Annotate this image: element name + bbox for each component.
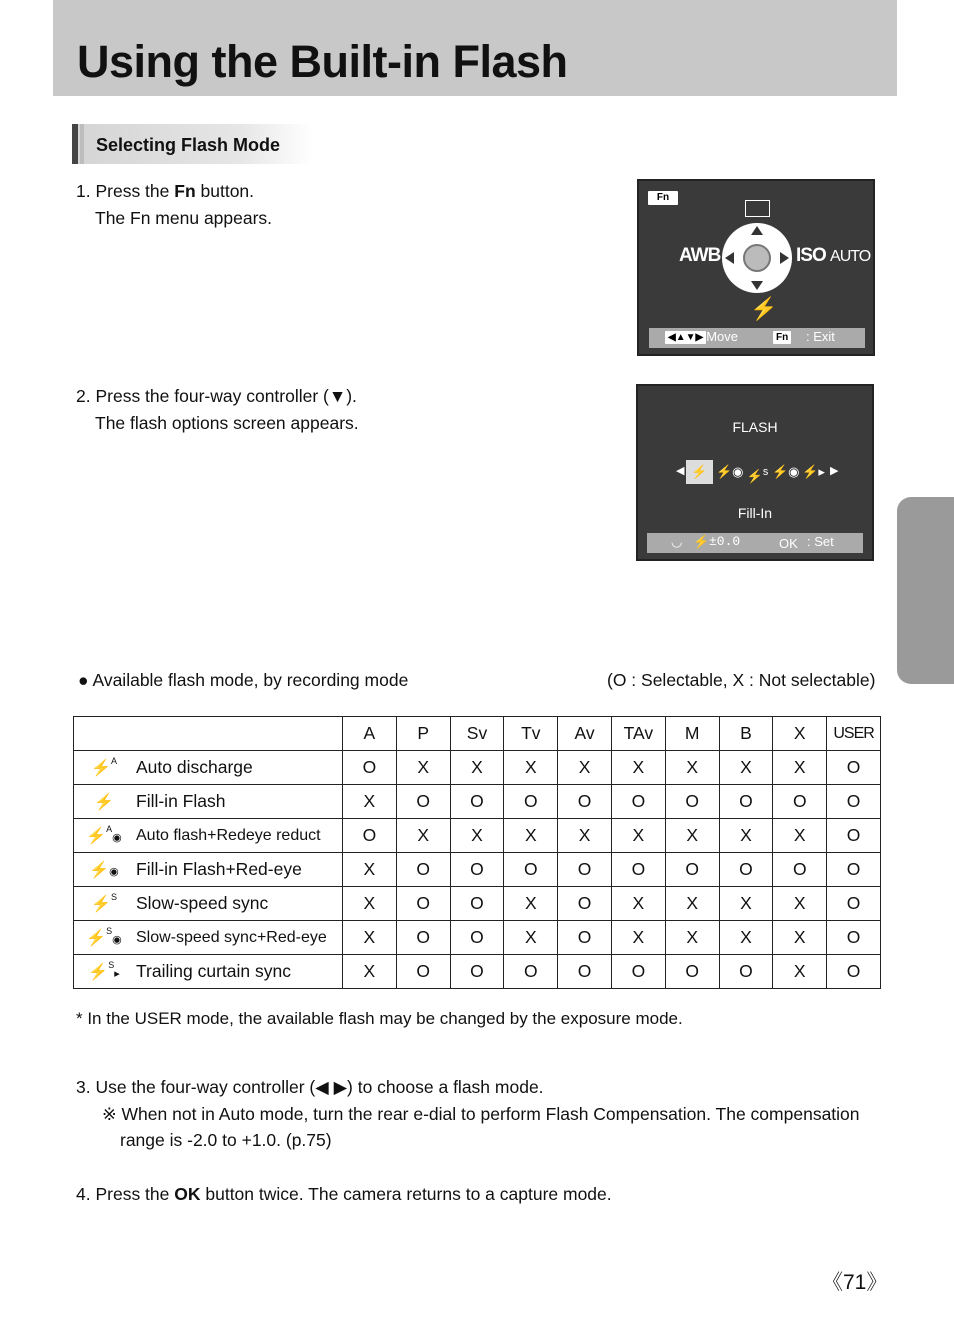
table-row: [74, 921, 881, 955]
mode-availability-cell: O: [665, 955, 719, 989]
mode-name: Slow-speed sync: [134, 887, 343, 921]
step-2: 2. Press the four-way controller (▼).: [76, 386, 357, 406]
mode-availability-cell: O: [504, 955, 558, 989]
drive-mode-icon: [745, 200, 770, 217]
left-arrow-icon: ◀: [676, 465, 685, 477]
flash-slow-icon: ⚡$^s$: [746, 466, 769, 484]
mode-availability-cell: X: [611, 819, 665, 853]
mode-availability-cell: O: [827, 819, 881, 853]
step-1: 1. Press the Fn button.: [76, 181, 255, 201]
table-legend: (O : Selectable, X : Not selectable): [607, 670, 876, 690]
mode-availability-cell: O: [558, 853, 612, 887]
mode-availability-cell: O: [827, 785, 881, 819]
mode-availability-cell: X: [558, 751, 612, 785]
mode-availability-cell: O: [611, 955, 665, 989]
mode-availability-cell: X: [719, 751, 773, 785]
step-4: 4. Press the OK button twice. The camera returns to a capture mode.: [76, 1184, 612, 1204]
footnote: * In the USER mode, the available flash may be changed by the exposure mode.: [76, 1009, 683, 1028]
mode-availability-cell: O: [827, 921, 881, 955]
mode-availability-cell: O: [827, 887, 881, 921]
right-arrow-icon: ▶: [830, 465, 839, 477]
step-1-result: The Fn menu appears.: [95, 208, 273, 228]
step-3-note-range: range is -2.0 to +1.0. (p.75): [120, 1130, 332, 1150]
awb-label: AWB: [679, 245, 721, 266]
mode-availability-cell: O: [719, 955, 773, 989]
mode-name: Slow-speed sync+Red-eye: [134, 921, 343, 955]
flash-heading: FLASH: [732, 419, 778, 435]
mode-availability-cell: X: [665, 819, 719, 853]
four-way-controller-icon: [722, 223, 792, 293]
mode-availability-cell: O: [773, 785, 827, 819]
fn-badge: Fn: [648, 191, 678, 205]
flash-comp-value: ±0.0: [709, 534, 741, 549]
flash-options-screen: [636, 384, 874, 561]
mode-availability-cell: X: [450, 819, 504, 853]
mode-availability-cell: X: [665, 887, 719, 921]
title-bar: [53, 0, 897, 96]
mode-availability-cell: X: [773, 819, 827, 853]
mode-availability-cell: O: [558, 921, 612, 955]
mode-availability-cell: X: [343, 785, 397, 819]
mode-availability-cell: O: [504, 853, 558, 887]
mode-name: Fill-in Flash+Red-eye: [134, 853, 343, 887]
mode-name: Auto discharge: [134, 751, 343, 785]
mode-availability-cell: O: [611, 785, 665, 819]
table-row: [74, 785, 881, 819]
mode-availability-cell: O: [450, 853, 504, 887]
mode-availability-cell: X: [504, 887, 558, 921]
fn-menu-screen: [637, 179, 875, 356]
mode-availability-cell: X: [611, 751, 665, 785]
flash-mode-table: [73, 716, 881, 989]
table-row: [74, 853, 881, 887]
mode-availability-cell: O: [450, 887, 504, 921]
mode-availability-cell: X: [396, 819, 450, 853]
mode-availability-cell: X: [343, 853, 397, 887]
table-row: [74, 819, 881, 853]
flash-slow-icon: ⚡$^S$: [74, 887, 135, 921]
mode-availability-cell: X: [611, 921, 665, 955]
mode-availability-cell: O: [450, 785, 504, 819]
table-row: [74, 751, 881, 785]
flash-trailing-icon: ⚡▸: [802, 464, 825, 479]
mode-availability-cell: O: [396, 785, 450, 819]
step-3-note: ※ When not in Auto mode, turn the rear e-dial to perform Flash Compensation. The compensation: [102, 1104, 860, 1124]
dial-icon: ◡: [671, 534, 683, 549]
controller-key-icon: ◀▲▼▶: [665, 331, 706, 344]
section-header: [72, 124, 312, 164]
mode-availability-cell: X: [773, 751, 827, 785]
mode-availability-cell: O: [827, 853, 881, 887]
mode-availability-cell: X: [343, 955, 397, 989]
table-header-row: A P Sv Tv Av TAv M B X USER: [74, 717, 881, 751]
mode-availability-cell: X: [719, 819, 773, 853]
mode-availability-cell: O: [558, 955, 612, 989]
flash-slow-redeye-icon: ⚡$^S$◉: [74, 921, 135, 955]
page-number: 《71》: [822, 1271, 888, 1294]
fn-key-badge: Fn: [773, 331, 791, 344]
mode-availability-cell: X: [773, 955, 827, 989]
mode-availability-cell: O: [343, 819, 397, 853]
flash-mode-name: Fill-In: [737, 505, 773, 521]
mode-availability-cell: O: [827, 955, 881, 989]
mode-availability-cell: O: [343, 751, 397, 785]
flash-fill-redeye-icon: ⚡◉: [716, 464, 744, 479]
mode-availability-cell: X: [450, 751, 504, 785]
mode-availability-cell: O: [665, 853, 719, 887]
mode-availability-cell: O: [773, 853, 827, 887]
mode-availability-cell: X: [504, 819, 558, 853]
flash-auto-redeye-icon: ⚡$^A$◉: [74, 819, 135, 853]
flash-fill-icon: ⚡: [686, 460, 713, 484]
mode-availability-cell: X: [343, 921, 397, 955]
mode-availability-cell: X: [396, 751, 450, 785]
chapter-tab: [897, 497, 954, 684]
mode-availability-cell: X: [343, 887, 397, 921]
mode-availability-cell: O: [558, 785, 612, 819]
mode-availability-cell: O: [504, 785, 558, 819]
section-title: Selecting Flash Mode: [96, 135, 281, 155]
mode-availability-cell: O: [396, 887, 450, 921]
mode-availability-cell: O: [827, 751, 881, 785]
flash-fill-redeye-icon: ⚡◉: [74, 853, 135, 887]
mode-availability-cell: O: [396, 921, 450, 955]
mode-availability-cell: O: [396, 853, 450, 887]
flash-mode-selector: [674, 460, 842, 484]
mode-availability-cell: X: [665, 751, 719, 785]
step-2-result: The flash options screen appears.: [95, 413, 359, 433]
mode-availability-cell: X: [665, 921, 719, 955]
flash-icon: ⚡: [750, 296, 778, 321]
mode-availability-cell: X: [719, 887, 773, 921]
table-caption: ● Available flash mode, by recording mode: [78, 670, 409, 690]
mode-availability-cell: O: [611, 853, 665, 887]
mode-availability-cell: O: [396, 955, 450, 989]
mode-name: Fill-in Flash: [134, 785, 343, 819]
flash-comp-icon: ⚡: [693, 534, 710, 549]
mode-name: Auto flash+Redeye reduct: [134, 819, 343, 853]
mode-availability-cell: X: [719, 921, 773, 955]
fn-status-bar: ◀▲▼▶ : Move Fn : Exit: [649, 328, 865, 348]
step-3: 3. Use the four-way controller (◀ ▶) to choose a flash mode.: [76, 1077, 544, 1097]
mode-availability-cell: O: [719, 853, 773, 887]
mode-availability-cell: X: [504, 921, 558, 955]
mode-name: Trailing curtain sync: [134, 955, 343, 989]
mode-availability-cell: X: [558, 819, 612, 853]
flash-slow-redeye-icon: ⚡◉: [772, 464, 800, 479]
flash-fill-icon: ⚡: [74, 785, 135, 819]
table-row: [74, 955, 881, 989]
page-title: Using the Built-in Flash: [77, 36, 568, 87]
mode-availability-cell: O: [665, 785, 719, 819]
flash-trailing-icon: ⚡$^S$▸: [74, 955, 135, 989]
mode-availability-cell: X: [773, 887, 827, 921]
mode-availability-cell: X: [773, 921, 827, 955]
flash-status-bar: ◡ ⚡ ±0.0 OK : Set: [647, 533, 863, 553]
mode-availability-cell: X: [611, 887, 665, 921]
iso-label: ISO AUTO: [796, 245, 871, 266]
mode-availability-cell: O: [450, 921, 504, 955]
ok-key-badge: OK: [779, 536, 798, 551]
flash-auto-icon: ⚡$^A$: [74, 751, 135, 785]
mode-availability-cell: O: [719, 785, 773, 819]
mode-availability-cell: O: [450, 955, 504, 989]
mode-availability-cell: O: [558, 887, 612, 921]
mode-availability-cell: X: [504, 751, 558, 785]
table-row: [74, 887, 881, 921]
